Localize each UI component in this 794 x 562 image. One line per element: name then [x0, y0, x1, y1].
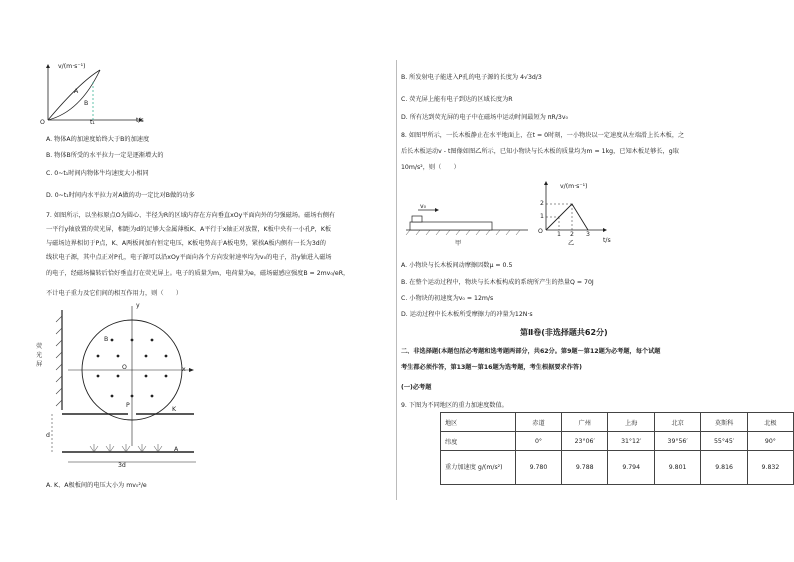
q7-line-6: 不计电子重力及它们间的相互作用力，则（ ）: [46, 290, 183, 297]
fig-yi-origin: O: [538, 228, 543, 235]
q8-line-2: 后长木板运动v - t图像如图乙所示，已知小物块与长木板的质量均为m = 1kg，已知木板足够长，g取: [401, 148, 679, 155]
q8-line-1: 8. 如图甲所示，一长木板静止在水平地面上，在t = 0时刻，一小物块以一定速度从左端滑上长木板，之: [401, 132, 685, 139]
table-cell: 90°: [747, 432, 793, 451]
table-cell: 55°45′: [701, 432, 747, 451]
table-cell: 9.801: [654, 451, 700, 485]
table-cell: 地区: [441, 413, 516, 432]
fig2-label-y: y: [136, 302, 140, 309]
table-cell: 重力加速度 g/(m/s²): [441, 451, 516, 485]
table-row: [441, 432, 794, 451]
q7-line-5: 的电子，经磁场偏转后恰好垂直打在荧光屏上。电子的质量为m，电荷量为e，磁场磁感应强度B = 2mv₀/eR，: [46, 270, 350, 277]
fig-yi-x2: 2: [570, 231, 574, 238]
fig2-label-b: B: [104, 336, 109, 343]
q7-line-1: 7. 如图所示，以坐标原点O为圆心、半径为R的区域内存在方向垂直xOy平面向外的匀强磁场。磁场右侧有: [46, 212, 336, 219]
table-cell: 北京: [654, 413, 700, 432]
fig1-curve-b: B: [84, 100, 89, 107]
fig2-label-d: d: [46, 432, 50, 439]
subsection-title: (一)必考题: [401, 384, 432, 391]
table-row: [441, 451, 794, 485]
q8-option-c: C. 小物块的初速度为v₀ = 12m/s: [401, 295, 494, 302]
fig-yi-y2: 2: [540, 200, 544, 207]
fig2-label-p: P: [126, 402, 130, 409]
fig2-label-o: O: [122, 364, 127, 371]
fig1-t1: t₁: [90, 119, 95, 126]
q7-option-d: D. 所有达到荧光屏的电子中在磁场中运动时间最短为 πR/3v₀: [401, 114, 568, 121]
table-cell: 纬度: [441, 432, 516, 451]
fig-yi-label: 乙: [568, 240, 575, 247]
table-cell: 北极: [747, 413, 793, 432]
table-cell: 9.816: [701, 451, 747, 485]
table-cell: 39°56′: [654, 432, 700, 451]
fig-yi-v-axis: v/(m·s⁻¹): [560, 183, 588, 190]
fig2-label-3d: 3d: [118, 462, 126, 469]
fig-yi-x1: 1: [557, 231, 561, 238]
fig2-label-a: A: [174, 446, 179, 453]
table-cell: 0°: [515, 432, 561, 451]
q9-intro: 9. 下图为不同地区的重力加速度数值。: [401, 402, 508, 409]
q8-option-a: A. 小物块与长木板间动摩擦因数μ = 0.5: [401, 262, 513, 269]
table-cell: 广州: [562, 413, 608, 432]
table-cell: 9.780: [515, 451, 561, 485]
q8-option-b: B. 在整个运动过程中，物块与长木板构成的系统所产生的热量Q = 70J: [401, 279, 594, 286]
table-row: [441, 413, 794, 432]
fig1-origin: O: [40, 119, 45, 126]
q7-line-3: 与磁场边界相切于P点，K、A两板间加有恒定电压，K板电势高于A板电势，紧挨A板内侧有一长为3d的: [46, 240, 326, 247]
fig-jia-label: 甲: [455, 240, 462, 247]
section-desc-line-2: 考生都必须作答，第13题～第16题为选考题，考生根据要求作答): [401, 364, 582, 371]
table-cell: 23°06′: [562, 432, 608, 451]
q7-option-c: C. 荧光屏上能有电子到达的区域长度为R: [401, 96, 513, 103]
fig-yi-y1: 1: [540, 213, 544, 220]
gravity-table: [440, 412, 794, 485]
fig2-label-x: x: [182, 366, 186, 373]
q8-option-d: D. 运动过程中长木板所受摩擦力的冲量为12N·s: [401, 311, 533, 318]
q7-option-a: A. K、A极板间的电压大小为 mv₀²/e: [46, 482, 147, 489]
section-title: 第Ⅱ卷(非选择题共62分): [520, 328, 608, 337]
fig1-v-axis-label: v/(m·s⁻¹): [58, 63, 86, 70]
fig-yi-t-axis: t/s: [603, 237, 611, 244]
fig2-label-k: K: [172, 406, 177, 413]
fig2-screen-label: 荧光屏: [36, 343, 43, 368]
q6-option-d: D. 0~t₁时间内水平拉力对A做的功一定比对B做的功多: [46, 192, 195, 199]
table-cell: 赤道: [515, 413, 561, 432]
q6-option-c: C. 0~t₁时间内物体牛均速度大小相同: [46, 170, 149, 177]
figure-magnetic-field: [44, 306, 244, 476]
table-cell: 31°12′: [608, 432, 654, 451]
q6-option-b: B. 物体B所受的水平拉力一定是逐渐增大的: [46, 152, 164, 159]
q7-option-b: B. 所发射电子能进入P孔的电子源的长度为 4√3d/3: [401, 74, 542, 81]
table-cell: 上海: [608, 413, 654, 432]
fig-jia-v0: v₀: [420, 203, 427, 210]
fig-yi-x3: 3: [586, 231, 590, 238]
section-desc-line-1: 二、非选择题(本题包括必考题和选考题两部分，共62分。第9题～第12题为必考题，每个试题: [401, 348, 661, 355]
fig1-curve-a: A: [74, 88, 79, 95]
q8-line-3: 10m/s²，则（ ）: [401, 164, 460, 171]
q6-option-a: A. 物体A的加速度始终大于B的加速度: [46, 136, 150, 143]
fig1-t-axis-label: t/s: [136, 117, 144, 124]
figure-vt-graph-1: [40, 62, 150, 124]
q7-line-4: 线状电子源，其中点正对P孔，电子源可以沿xOy平面向各个方向发射速率均为v₀的电子，沿y轴进入磁场: [46, 254, 332, 261]
table-cell: 9.794: [608, 451, 654, 485]
table-cell: 莫斯科: [701, 413, 747, 432]
table-cell: 9.832: [747, 451, 793, 485]
table-cell: 9.788: [562, 451, 608, 485]
q7-line-2: 一平行y轴放置的荧光屏，相距为d的足够大金属薄板K、A平行于x轴正对放置，K板中央有一小孔P，K板: [46, 226, 332, 233]
column-divider: [396, 60, 397, 500]
